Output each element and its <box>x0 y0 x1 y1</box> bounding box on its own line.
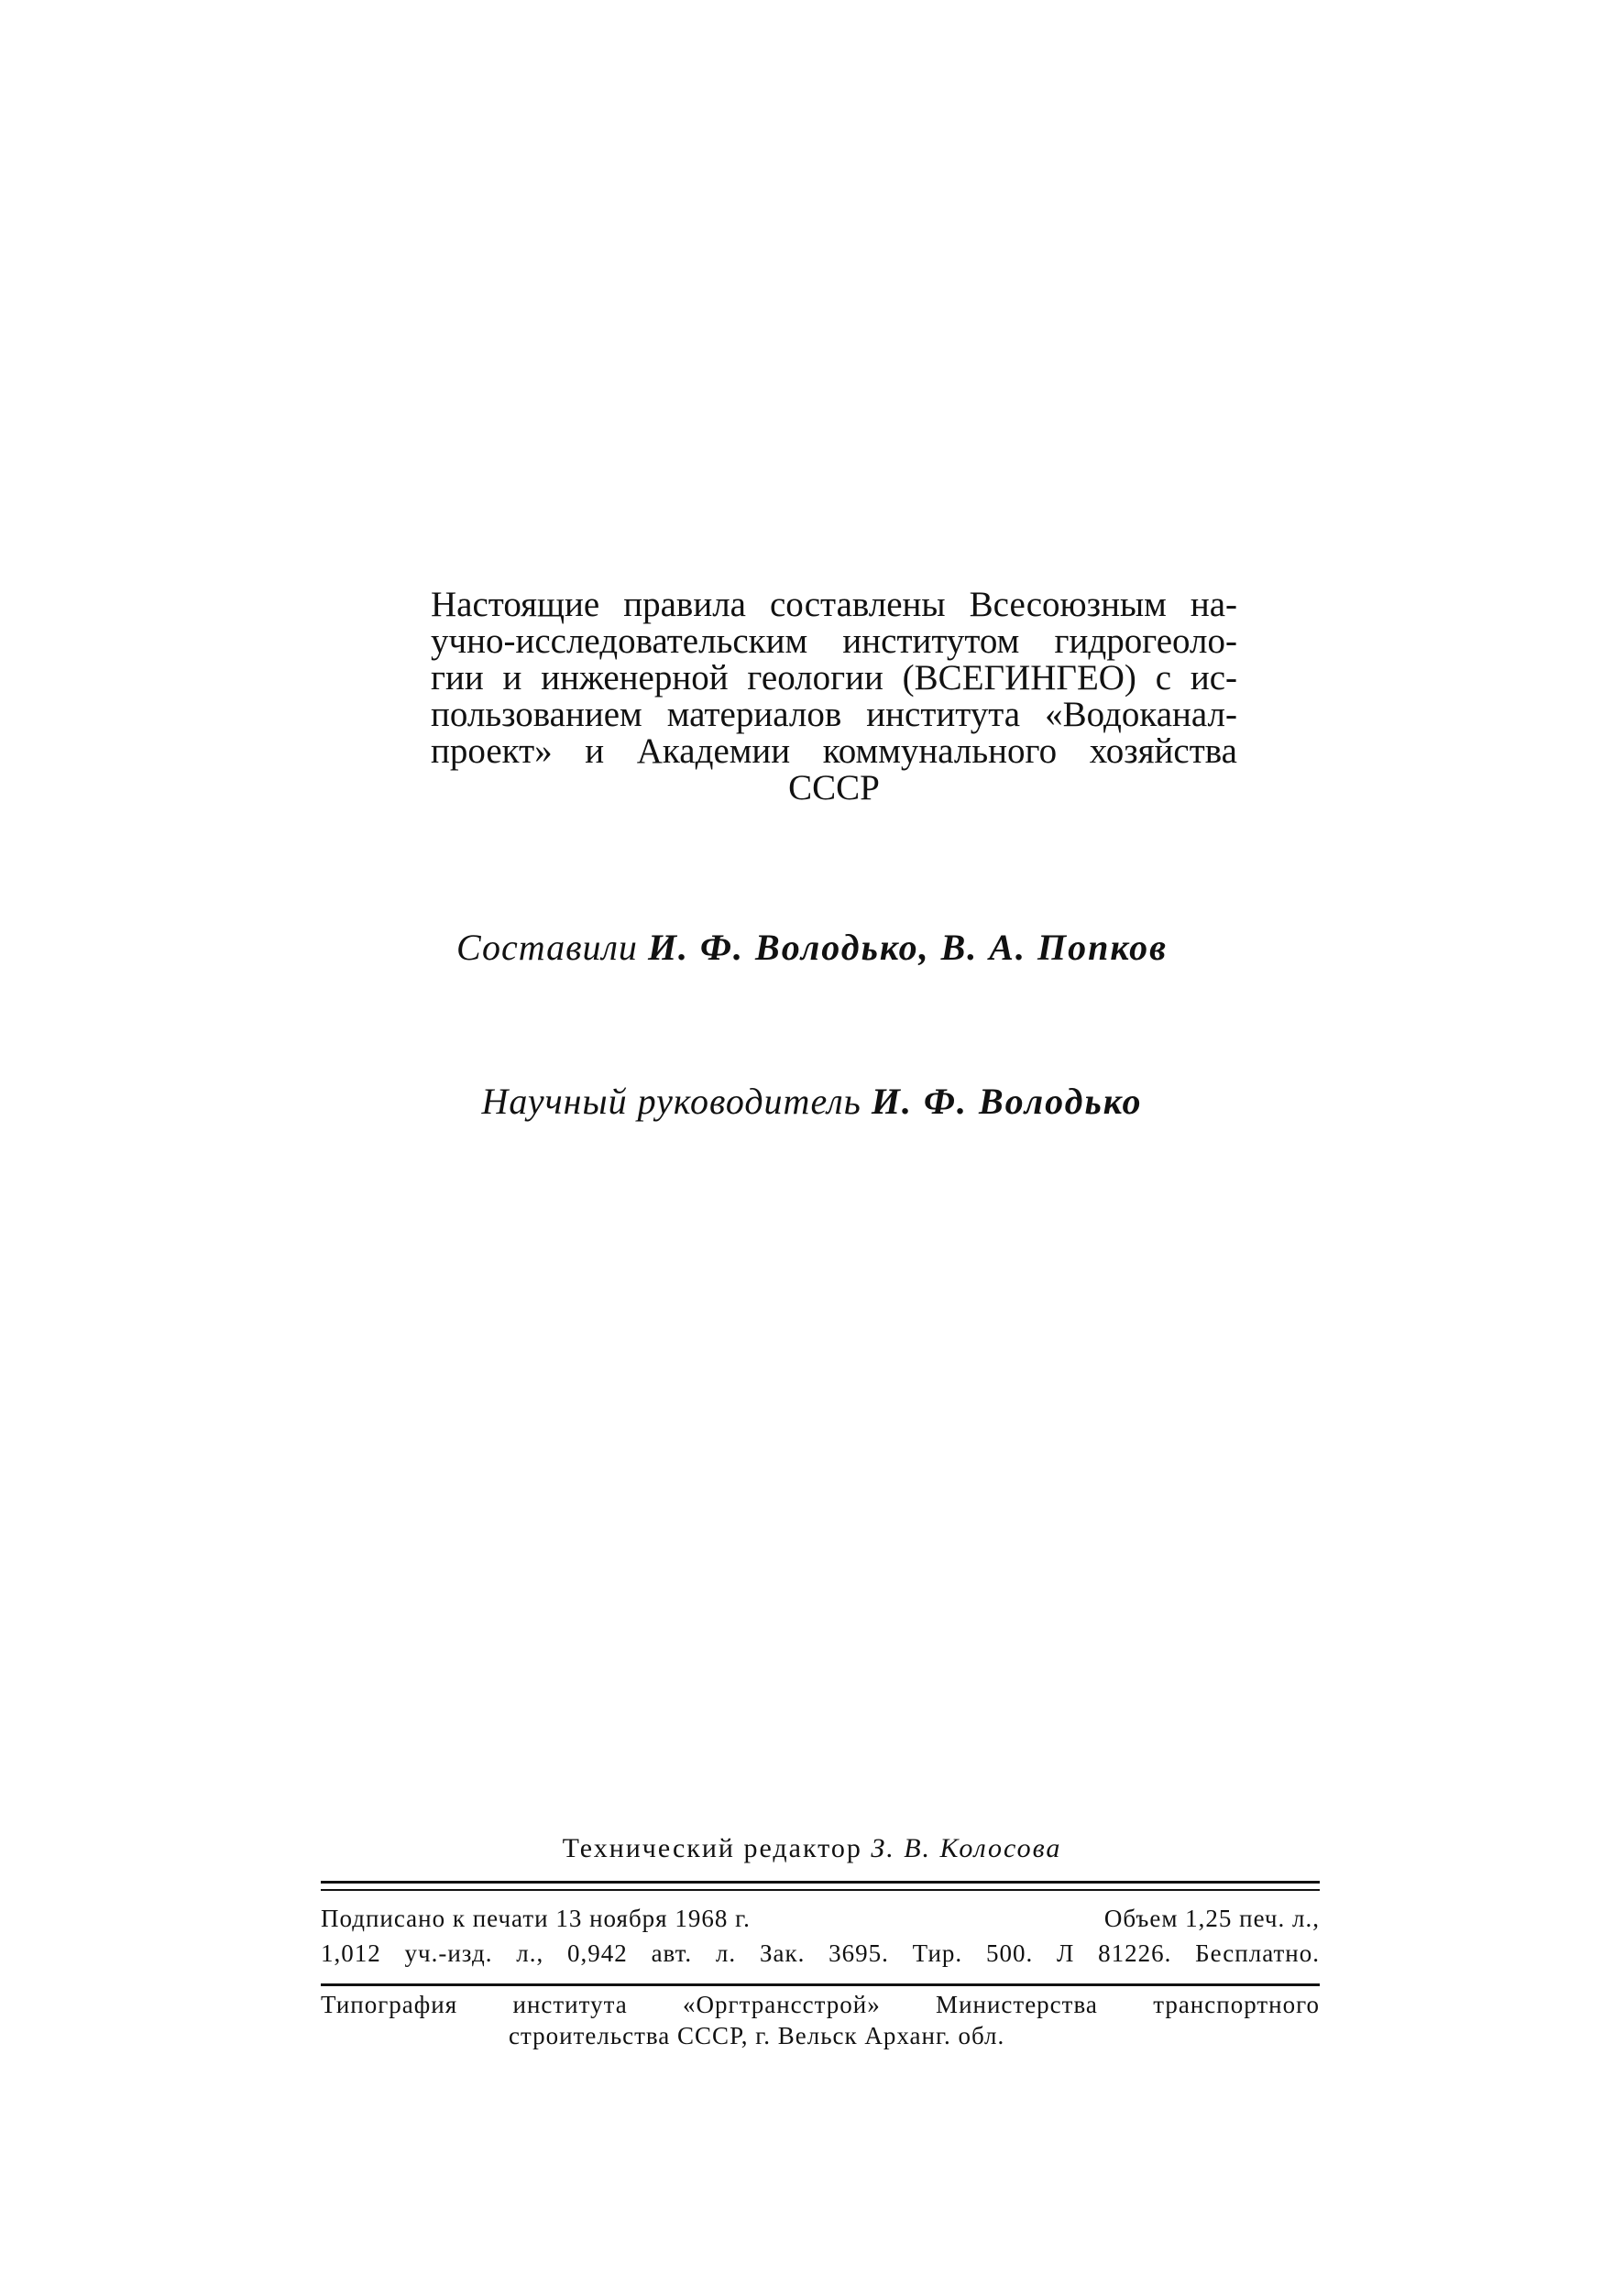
tech-editor-line <box>0 1833 1624 1864</box>
supervisor-name: И. Ф. Володько <box>871 1081 1143 1122</box>
volume: Объем 1,25 печ. л., <box>1103 1905 1320 1932</box>
printer-line: строительства СССР, г. Вельск Арханг. обл. <box>509 2022 1005 2049</box>
imprint-row <box>321 1901 1320 1936</box>
compilers-credit <box>0 926 1624 969</box>
tech-editor-name: З. В. Колосова <box>871 1833 1062 1863</box>
divider-rule <box>321 1881 1320 1884</box>
intro-paragraph <box>431 587 1237 807</box>
intro-line: гии и инженерной геологии (ВСЕГИНГЕО) с ис- <box>431 658 1237 698</box>
signed-for-print: Подписано к печати 13 ноября 1968 г. <box>321 1905 751 1932</box>
intro-line: Настоящие правила составлены Всесоюзным на- <box>431 585 1237 624</box>
compilers-names: И. Ф. Володько, В. А. Попков <box>647 927 1168 968</box>
divider-rule <box>321 1889 1320 1891</box>
intro-line: СССР <box>788 768 880 807</box>
printer-line: Типография института «Оргтрансстрой» Министерства транспортного <box>321 1991 1320 2018</box>
tech-editor-label: Технический редактор <box>562 1833 862 1863</box>
intro-line: пользованием материалов института «Водоканал- <box>431 695 1237 734</box>
divider-rule <box>321 1983 1320 1986</box>
intro-line: учно-исследовательским институтом гидрогеоло- <box>431 621 1237 661</box>
supervisor-label: Научный руководитель <box>481 1081 861 1122</box>
supervisor-credit <box>0 1080 1624 1123</box>
intro-line: проект» и Академии коммунального хозяйства <box>431 731 1237 771</box>
printer-info <box>321 1989 1320 2051</box>
imprint-block <box>321 1901 1320 1971</box>
imprint-details: 1,012 уч.-изд. л., 0,942 авт. л. Зак. 3695. Тир. 500. Л 81226. Бесплатно. <box>321 1939 1320 1967</box>
compilers-label: Составили <box>456 927 638 968</box>
